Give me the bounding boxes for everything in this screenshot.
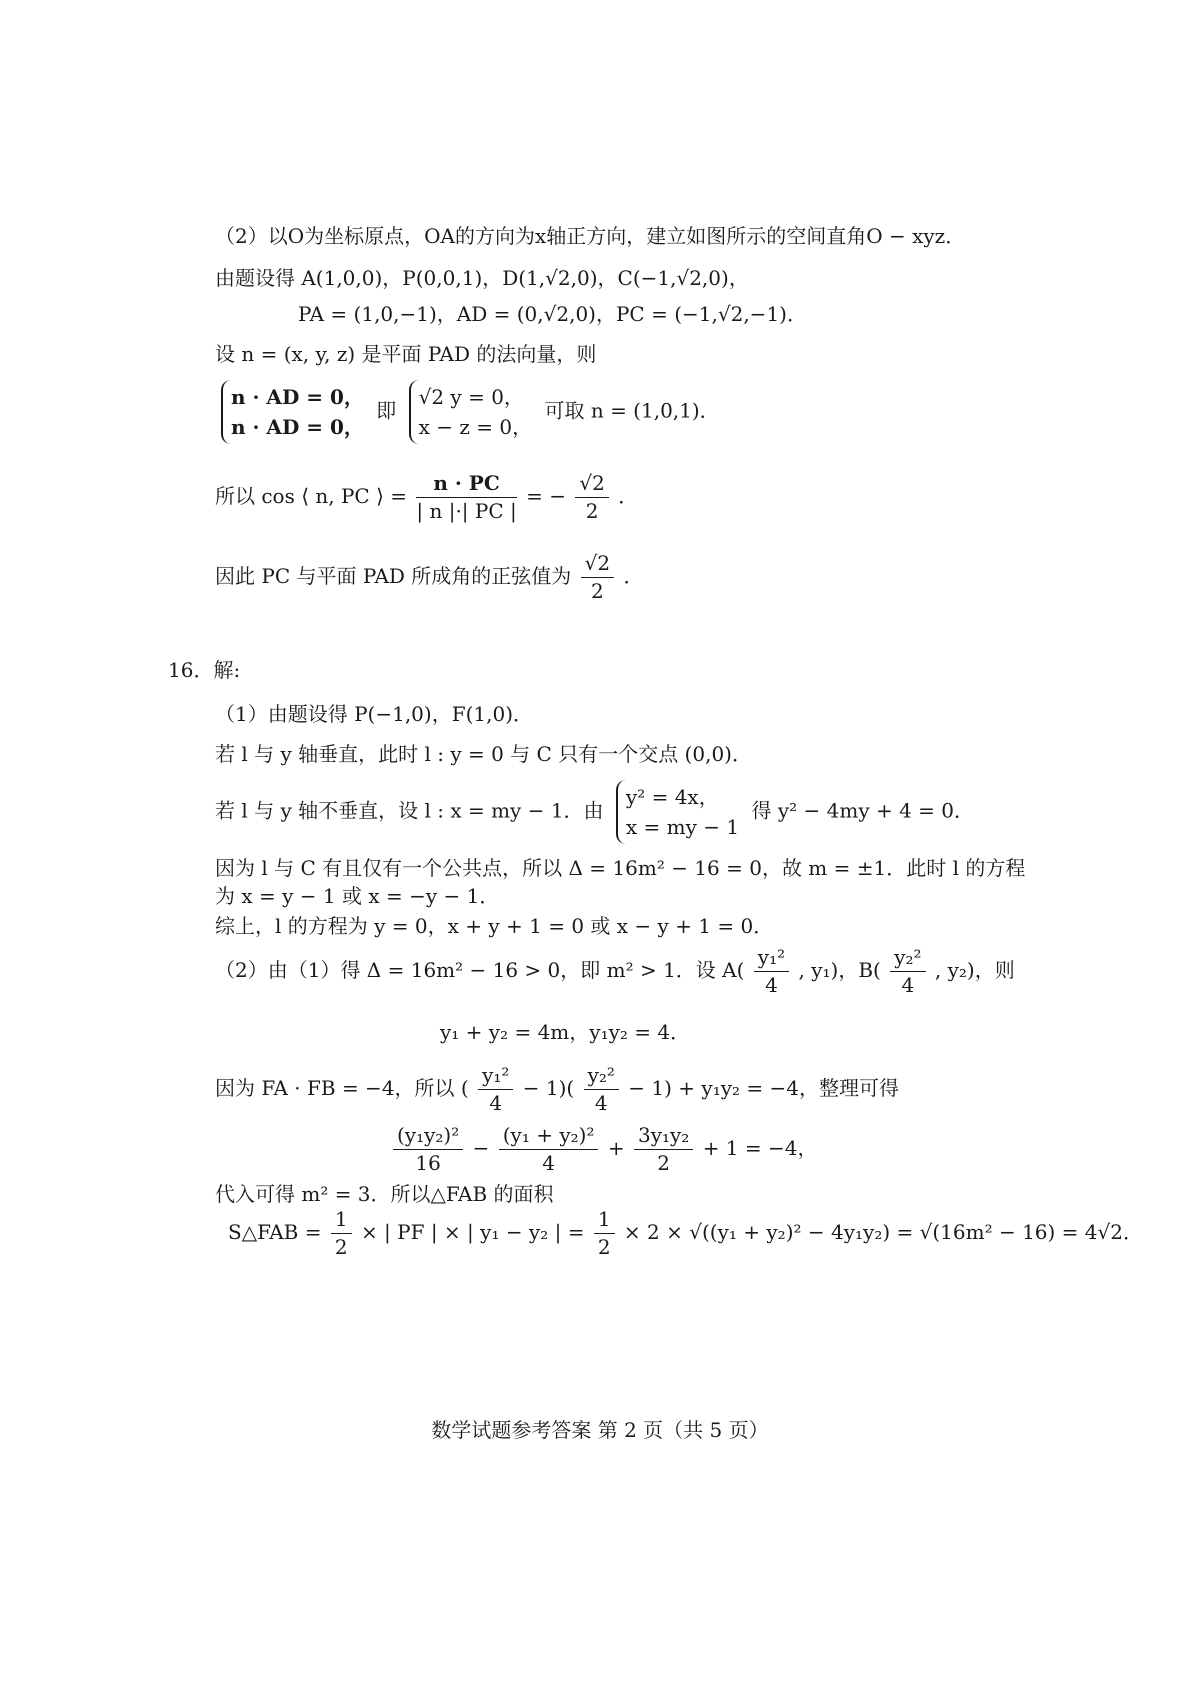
cos-prefix: 所以 cos ⟨ n, PC ⟩ = — [215, 484, 408, 508]
b3-f2-num: y₂² — [584, 1064, 619, 1090]
a3-prefix: 若 l 与 y 轴不垂直，设 l : x = my − 1．由 — [215, 798, 604, 823]
q16-heading: 16．解: — [168, 658, 241, 682]
p2-line-3: PA = (1,0,−1)，AD = (0,√2,0)，PC = (−1,√2,−1)． — [298, 302, 807, 326]
p2-line-1: （2）以O为坐标原点，OA的方向为x轴正方向，建立如图所示的空间直角O − xyz． — [215, 224, 966, 248]
area-result: × 2 × √((y₁ + y₂)² − 4y₁y₂) = √(16m² − 16) = 4√2． — [623, 1220, 1143, 1244]
b4-fraction-3 — [634, 1124, 693, 1175]
curve-line-system — [616, 780, 739, 844]
q16-part2-line-1 — [215, 946, 1015, 997]
q16-part2-line-5: 代入可得 m² = 3．所以△FAB 的面积 — [215, 1182, 554, 1206]
a3-result: 得 y² − 4my + 4 = 0． — [751, 798, 975, 823]
sys1-row-1: n · AD = 0， — [231, 385, 364, 409]
b3-f1-den: 4 — [489, 1091, 503, 1115]
b3-prefix: 因为 FA · FB = −4，所以 ( — [215, 1076, 469, 1100]
cos-numerator: n · PC — [416, 472, 516, 498]
b4-f3-num: 3y₁y₂ — [634, 1124, 693, 1150]
sine-prefix: 因此 PC 与平面 PAD 所成角的正弦值为 — [215, 564, 572, 588]
point-a-fraction — [754, 946, 789, 997]
b4-f2-den: 4 — [542, 1151, 555, 1175]
b4-fraction-2 — [499, 1124, 599, 1175]
sine-result-line — [215, 552, 643, 603]
sys2-row-1: √2 y = 0， — [418, 385, 524, 409]
area-half-2-den: 2 — [597, 1235, 611, 1259]
b1-prefix: （2）由（1）得 Δ = 16m² − 16 > 0，即 m² > 1．设 A( — [215, 958, 745, 982]
b4-f2-num: (y₁ + y₂)² — [499, 1124, 599, 1150]
sine-den: 2 — [591, 579, 604, 603]
page-footer: 数学试题参考答案 第 2 页（共 5 页） — [431, 1418, 769, 1442]
b3-fraction-2 — [584, 1064, 619, 1115]
p2-line-2: 由题设得 A(1,0,0)，P(0,0,1)，D(1,√2,0)，C(−1,√2,0)， — [215, 266, 749, 290]
b4-f3-den: 2 — [657, 1151, 671, 1175]
equation-system-1 — [221, 380, 364, 444]
q16-part1-line-4: 因为 l 与 C 有且仅有一个公共点，所以 Δ = 16m² − 16 = 0，故 m = ±1．此时 l 的方程 — [215, 856, 1026, 880]
area-prefix: S△FAB = — [228, 1220, 322, 1244]
b1-middle: , y₁)，B( — [798, 958, 881, 982]
b3-f2-den: 4 — [594, 1091, 608, 1115]
b4-fraction-1 — [393, 1124, 463, 1175]
point-a-den: 4 — [765, 973, 778, 997]
cos-end: ． — [618, 484, 639, 508]
sine-end: ． — [623, 564, 644, 588]
b4-f1-num: (y₁y₂)² — [393, 1124, 463, 1150]
b3-fraction-1 — [478, 1064, 513, 1115]
equation-system-2 — [409, 380, 533, 444]
p2-line-4: 设 n = (x, y, z) 是平面 PAD 的法向量，则 — [215, 342, 597, 366]
b4-f1-den: 16 — [415, 1151, 441, 1175]
cos-equals: = − — [526, 484, 566, 508]
b3-middle: − 1)( — [522, 1076, 575, 1100]
q16-part2-line-3 — [215, 1064, 899, 1115]
q16-part1-line-1: （1）由题设得 P(−1,0)，F(1,0)． — [215, 702, 533, 726]
sys2-row-2: x − z = 0， — [418, 415, 533, 439]
area-half-1-num: 1 — [331, 1208, 352, 1234]
b3-post: − 1) + y₁y₂ = −4，整理可得 — [628, 1076, 899, 1100]
cos-fraction — [416, 472, 516, 523]
b4-plus: + — [607, 1136, 625, 1160]
q16-part1-line-6: 综上，l 的方程为 y = 0，x + y + 1 = 0 或 x − y + 1 = 0． — [215, 914, 774, 938]
sine-fraction — [581, 552, 614, 603]
q16-part1-line-5: 为 x = y − 1 或 x = −y − 1． — [215, 884, 500, 908]
point-b-fraction — [890, 946, 925, 997]
sys1-row-2: n · AD = 0， — [231, 415, 364, 439]
cos-value-den: 2 — [585, 499, 599, 523]
q16-part1-line-2: 若 l 与 y 轴垂直，此时 l : y = 0 与 C 只有一个交点 (0,0)． — [215, 742, 752, 766]
vieta-line: y₁ + y₂ = 4m，y₁y₂ = 4． — [440, 1020, 691, 1044]
a3-sys-row-1: y² = 4x， — [625, 785, 719, 809]
sine-num: √2 — [581, 552, 614, 578]
point-b-num: y₂² — [890, 946, 925, 972]
q16-part1-line-3 — [215, 780, 974, 844]
q16-part2-equation — [390, 1124, 817, 1175]
area-middle: × | PF | × | y₁ − y₂ | = — [360, 1220, 585, 1244]
normal-vector-choice: 可取 n = (1,0,1)． — [544, 398, 720, 423]
area-half-2-num: 1 — [594, 1208, 615, 1234]
ji-label: 即 — [376, 398, 397, 423]
p2-system-line — [215, 380, 720, 444]
cos-value-num: √2 — [575, 472, 608, 498]
b3-f1-num: y₁² — [478, 1064, 513, 1090]
point-a-num: y₁² — [754, 946, 789, 972]
cos-formula-line — [215, 472, 638, 523]
triangle-area-line — [228, 1208, 1143, 1259]
cos-value-fraction — [575, 472, 608, 523]
area-half-1-den: 2 — [334, 1235, 348, 1259]
area-half-1 — [331, 1208, 352, 1259]
b4-minus: − — [472, 1136, 490, 1160]
a3-sys-row-2: x = my − 1 — [625, 815, 740, 839]
area-half-2 — [594, 1208, 615, 1259]
b4-post: + 1 = −4， — [702, 1136, 818, 1160]
cos-denominator: | n |·| PC | — [416, 499, 517, 523]
b1-post: , y₂)，则 — [934, 958, 1015, 982]
point-b-den: 4 — [901, 973, 915, 997]
